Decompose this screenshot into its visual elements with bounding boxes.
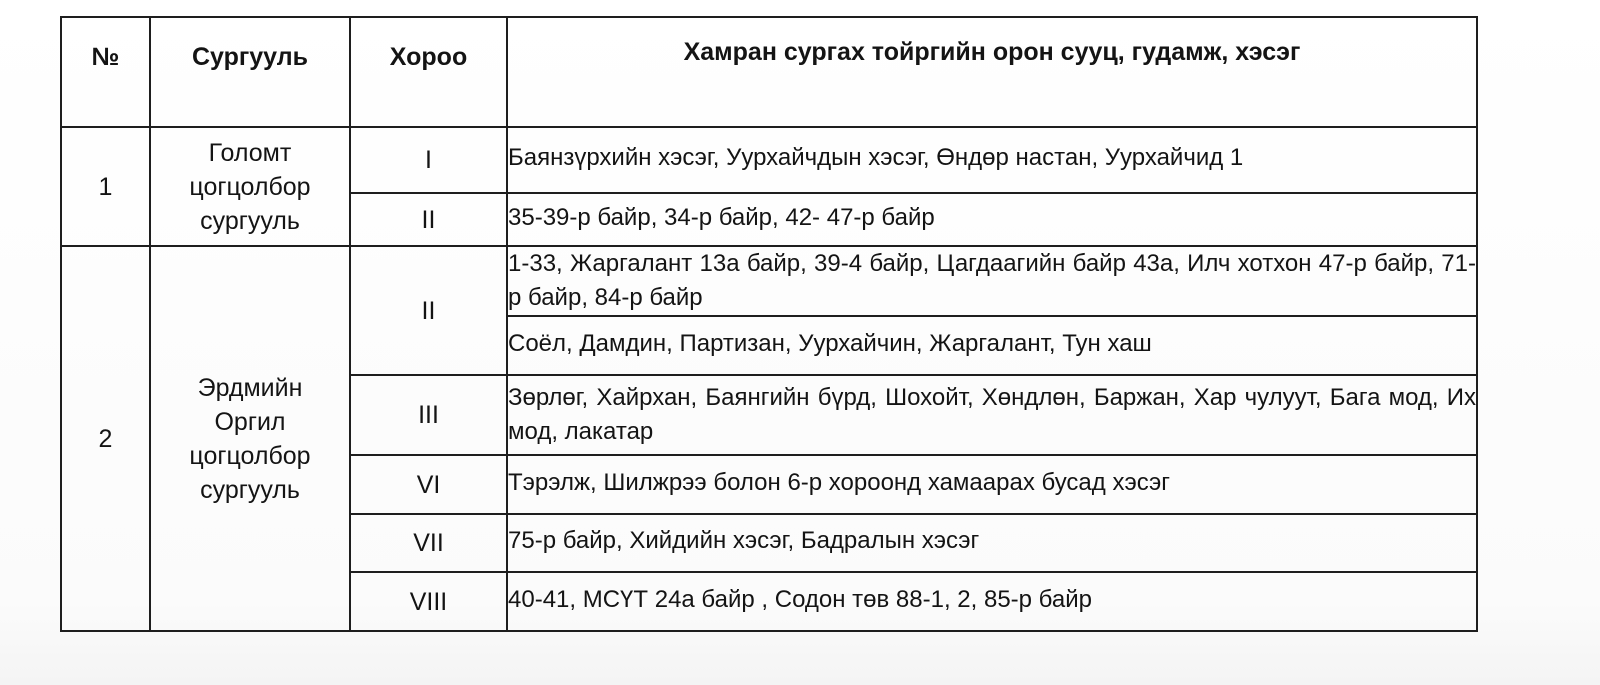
school-name — [150, 127, 350, 246]
coverage-area: Соёл, Дамдин, Партизан, Уурхайчин, Жаргалант, Тун хаш — [507, 316, 1477, 375]
school-number: 1 — [61, 127, 150, 246]
school-name-line: Эрдмийн — [197, 373, 303, 402]
khoroo-number: VII — [350, 514, 507, 572]
school-name — [150, 246, 350, 631]
coverage-area: Баянзүрхийн хэсэг, Уурхайчдын хэсэг, Өндөр настан, Уурхайчид 1 — [507, 127, 1477, 193]
school-zone-table — [60, 16, 1478, 632]
khoroo-number: II — [350, 246, 507, 375]
school-name-line: цогцолбор — [189, 441, 311, 470]
school-number: 2 — [61, 246, 150, 631]
school-name-line: сургууль — [200, 475, 300, 504]
school-name-line: Оргил — [214, 407, 286, 436]
school-name-line: цогцолбор — [189, 172, 311, 201]
coverage-area: 40-41, МСҮТ 24а байр , Содон төв 88-1, 2, 85-р байр — [507, 572, 1477, 631]
table-row — [61, 246, 1477, 316]
header-coverage: Хамран сургах тойргийн орон сууц, гудамж, хэсэг — [507, 17, 1477, 127]
school-name-line: Голомт — [208, 138, 292, 167]
coverage-area: Тэрэлж, Шилжрээ болон 6-р хороонд хамаарах бусад хэсэг — [507, 455, 1477, 514]
table-row — [61, 127, 1477, 193]
header-school: Сургууль — [150, 17, 350, 127]
khoroo-number: II — [350, 193, 507, 246]
coverage-area: Зөрлөг, Хайрхан, Баянгийн бүрд, Шохойт, Хөндлөн, Баржан, Хар чулуут, Бага мод, Их мод, лакатар — [507, 375, 1477, 455]
khoroo-number: VIII — [350, 572, 507, 631]
header-khoroo: Хороо — [350, 17, 507, 127]
coverage-area: 1-33, Жаргалант 13а байр, 39-4 байр, Цагдаагийн байр 43а, Илч хотхон 47-р байр, 71-р байр, 84-р байр — [507, 246, 1477, 316]
header-row — [61, 17, 1477, 127]
coverage-area: 75-р байр, Хийдийн хэсэг, Бадралын хэсэг — [507, 514, 1477, 572]
coverage-area: 35-39-р байр, 34-р байр, 42- 47-р байр — [507, 193, 1477, 246]
khoroo-number: I — [350, 127, 507, 193]
khoroo-number: III — [350, 375, 507, 455]
khoroo-number: VI — [350, 455, 507, 514]
school-name-line: сургууль — [200, 206, 300, 235]
header-no: № — [61, 17, 150, 127]
